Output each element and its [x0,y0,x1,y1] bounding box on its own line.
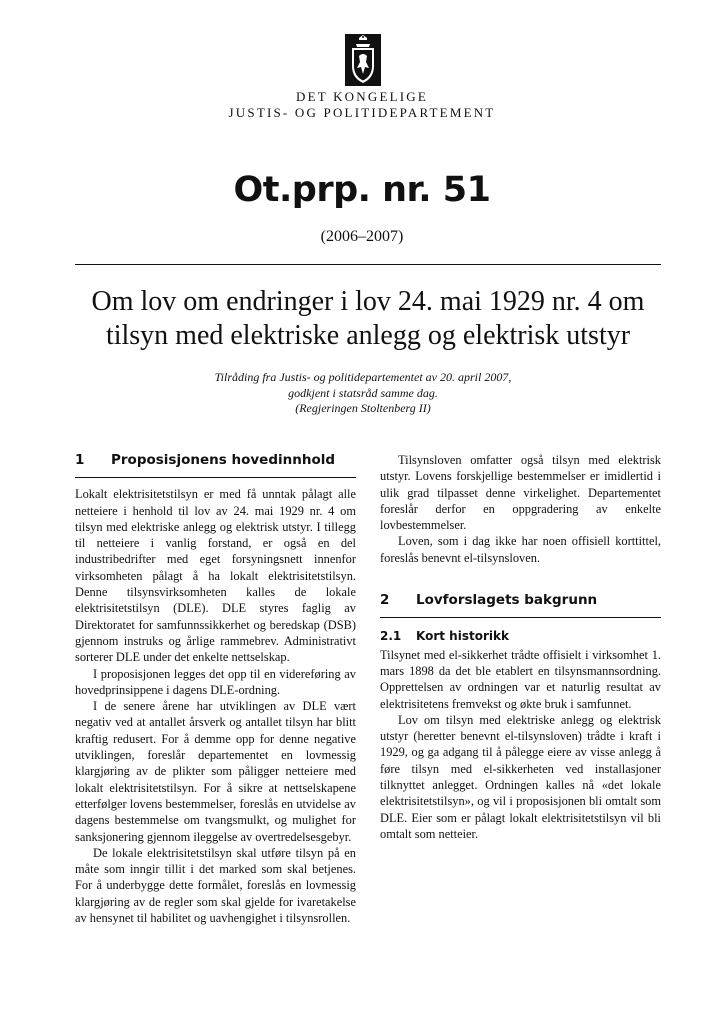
column-right [380,452,661,842]
approval-line-1: Tilråding fra Justis- og politidepartementet av 20. april 2007, [214,370,512,384]
s2-1-paragraph-1: Tilsynet med el-sikkerhet trådte offisielt i virksomhet 1. mars 1898 da det ble etablert en tilsynsmannsordning. Opprettelsen av ordningen var et naturlig resultat av elektrisitetens fremvekst og økte bruk i samfunnet. [380,647,661,711]
section-1-heading [75,452,356,478]
approval-note [140,370,586,417]
section-2-1-heading [380,628,661,644]
column-left [75,452,356,926]
approval-line-3: (Regjeringen Stoltenberg II) [295,401,431,415]
s1-paragraph-3: I de senere årene har utviklingen av DLE vært negativ ved at antallet årsverk og antallet tilsyn har blitt kraftig redusert. For å demme opp for denne negative utviklingen, foreslår departementet en lovmessig klargjøring av de plikter som påligger netteiere med lokalt elektrisitetstilsyn. For å sikre at nettselskapene etterfølger lovens bestemmelser, foreslås en utvidelse av dagens bestemmelse om tvangsmulkt, og mulighet for sanksjonering gjennom ileggelse av overtredelsesgebyr. [75,699,356,844]
s2-1-paragraph-2: Lov om tilsyn med elektriske anlegg og elektrisk utstyr (heretter benevnt el-tilsynsloven) trådte i kraft i 1929, og ga adgang til å pålegge eiere av visse anlegg å føre tilsyn med el-sikkerheten ved installasjoner tilknyttet anlegget. Ordningen kalles nå «det lokale elektrisitetstilsyn», og vil i proposisjonen bli omtalt som DLE. Eier som er pålagt lokalt elektrisitetstilsyn vil bli omtalt som netteier. [380,712,661,841]
coat-of-arms-icon [345,34,381,86]
ministry-name-line2: JUSTIS- OG POLITIDEPARTEMENT [228,105,496,120]
section-1-number: 1 [75,452,85,468]
s1-paragraph-5: Tilsynsloven omfatter også tilsyn med elektrisk utstyr. Lovens forskjellige bestemmelser er imidlertid i ulik grad tilpasset denne virkelighet. Departementet foreslår derfor en oppgradering av enkelte lovbestemmelser. [380,453,661,533]
approval-line-2: godkjent i statsråd samme dag. [288,385,438,400]
document-subject: Om lov om endringer i lov 24. mai 1929 nr. 4 om tilsyn med elektriske anlegg og elektrisk utstyr [91,286,645,351]
section-2-1-number: 2.1 [380,629,402,644]
section-2-1-title: Kort historikk [416,629,509,644]
s1-paragraph-6: Loven, som i dag ikke har noen offisiell korttittel, foreslås benevnt el-tilsynsloven. [380,534,661,565]
document-title: Ot.prp. nr. 51 [233,170,491,210]
s1-paragraph-1: Lokalt elektrisitetstilsyn er med få unntak pålagt alle netteiere i henhold til lov av 24. mai 1929 nr. 4 om tilsyn med elektriske anlegg og elektrisk utstyr. I tillegg til netteiere i vanlig forstand, er også en del industribedrifter med eget forsyningsnett innenfor virksomheten pålagt å ha lokalt elektrisitetstilsyn. Denne tilsynsvirksomheten kalles de lokale elektrisitetstilsyn (DLE). DLE styres faglig av Direktoratet for samfunnssikkerhet og beredskap (DSB) gjennom instruks og årlige rammebrev. Administrativt sorterer DLE under det enkelte nettselskap. [75,487,356,665]
ministry-name-line1: DET KONGELIGE [296,89,428,104]
document-year: (2006–2007) [320,228,404,245]
title-divider [75,264,661,265]
s1-paragraph-2: I proposisjonen legges det opp til en videreføring av hovedprinsippene i dagens DLE-ordning. [75,666,356,697]
section-2-number: 2 [380,592,390,609]
s1-paragraph-4: De lokale elektrisitetstilsyn skal utføre tilsyn på en måte som inngir tillit i det marked som skal betjenes. For å underbygge dette formålet, foreslås en lovmessig klargjøring av de regler som skal gjelde for ivaretakelse av hensynet til habilitet og uavhengighet i tilsynsrollen. [75,845,356,926]
section-2-heading [380,592,661,618]
section-2-title: Lovforslagets bakgrunn [416,592,598,609]
section-1-title: Proposisjonens hovedinnhold [111,452,336,468]
